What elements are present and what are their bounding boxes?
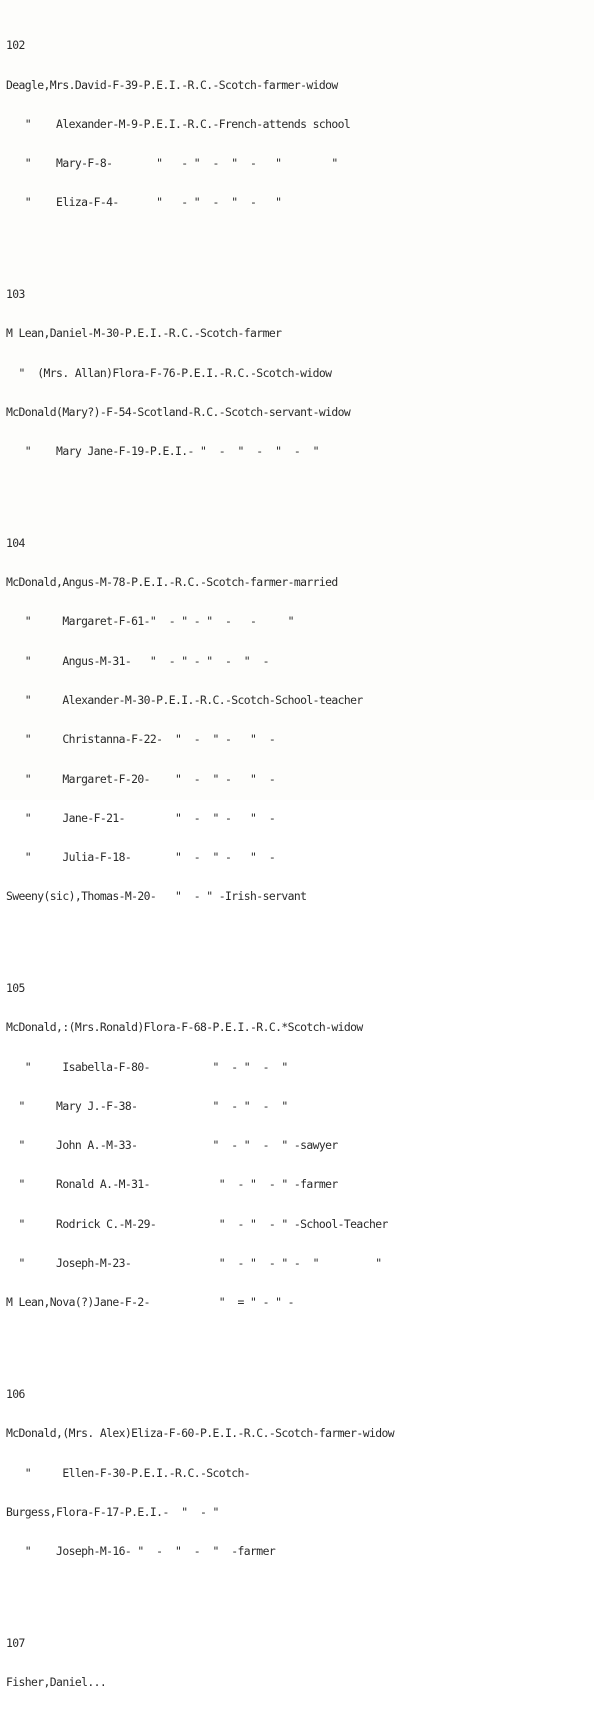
census-entry-line: " Christanna-F-22- " - " - " - [6, 732, 276, 747]
census-entry-line: Sweeny(sic),Thomas-M-20- " - " -Irish-servant [6, 889, 307, 904]
household-number: 105 [6, 981, 25, 996]
census-entry-line: " Joseph-M-16- " - " - " -farmer [6, 1544, 276, 1559]
household-spacer [6, 236, 586, 249]
census-entry-line: McDonald,Angus-M-78-P.E.I.-R.C.-Scotch-farmer-married [6, 575, 338, 590]
census-entry-line: " Mary J.-F-38- " - " - " [6, 1098, 288, 1113]
census-entry-line: " Jane-F-21- " - " - " - [6, 810, 276, 825]
census-entry-line: M Lean,Daniel-M-30-P.E.I.-R.C.-Scotch-farmer [6, 326, 282, 341]
census-entry-line: McDonald,(Mrs. Alex)Eliza-F-60-P.E.I.-R.C.-Scotch-farmer-widow [6, 1426, 394, 1441]
household-number: 104 [6, 535, 25, 550]
census-entry-line: Fisher,Daniel... [6, 1675, 107, 1689]
census-entry-line: " Ronald A.-M-31- " - " - " -farmer [6, 1177, 338, 1192]
household-spacer [6, 930, 586, 943]
census-entry-line: " Joseph-M-23- " - " - " - " " [6, 1256, 382, 1270]
household-spacer [6, 1336, 586, 1349]
census-entry-line: " Mary Jane-F-19-P.E.I.- " - " - " - " [6, 444, 319, 459]
census-entry-line: " Alexander-M-9-P.E.I.-R.C.-French-attends school [6, 116, 351, 131]
census-entry-line: " Margaret-F-20- " - " - " - [6, 771, 276, 786]
household-spacer [6, 484, 586, 497]
census-entry-line: " Rodrick C.-M-29- " - " - " -School-Teacher [6, 1216, 388, 1231]
census-entry-line: " John A.-M-33- " - " - " -sawyer [6, 1138, 338, 1153]
census-entry-line: McDonald,:(Mrs.Ronald)Flora-F-68-P.E.I.-R.C.*Scotch-widow [6, 1020, 363, 1035]
census-entry-line: Burgess,Flora-F-17-P.E.I.- " - " [6, 1504, 219, 1519]
census-transcript [6, 0, 586, 1728]
household-number: 103 [6, 287, 25, 302]
household-number: 107 [6, 1635, 25, 1650]
census-entry-line: " Alexander-M-30-P.E.I.-R.C.-Scotch-School-teacher [6, 692, 363, 707]
census-entry-line: " (Mrs. Allan)Flora-F-76-P.E.I.-R.C.-Scotch-widow [6, 365, 332, 380]
census-entry-line: " Mary-F-8- " - " - " - " " [6, 156, 338, 171]
census-entry-line: " Ellen-F-30-P.E.I.-R.C.-Scotch- [6, 1465, 251, 1480]
census-entry-line: " Angus-M-31- " - " - " - " - [6, 653, 269, 668]
household-spacer [6, 1584, 586, 1597]
census-entry-line: Deagle,Mrs.David-F-39-P.E.I.-R.C.-Scotch-farmer-widow [6, 77, 338, 92]
household-number: 106 [6, 1386, 25, 1401]
household-number: 102 [6, 38, 25, 53]
census-entry-line: " Eliza-F-4- " - " - " - " [6, 195, 282, 210]
census-entry-line: " Isabella-F-80- " - " - " [6, 1059, 288, 1074]
census-entry-line: M Lean,Nova(?)Jane-F-2- " = " - " - [6, 1295, 294, 1310]
census-entry-line: " Julia-F-18- " - " - " - [6, 850, 276, 865]
census-entry-line: " Margaret-F-61-" - " - " - - " [6, 614, 294, 629]
census-entry-line: McDonald(Mary?)-F-54-Scotland-R.C.-Scotch-servant-widow [6, 404, 351, 419]
